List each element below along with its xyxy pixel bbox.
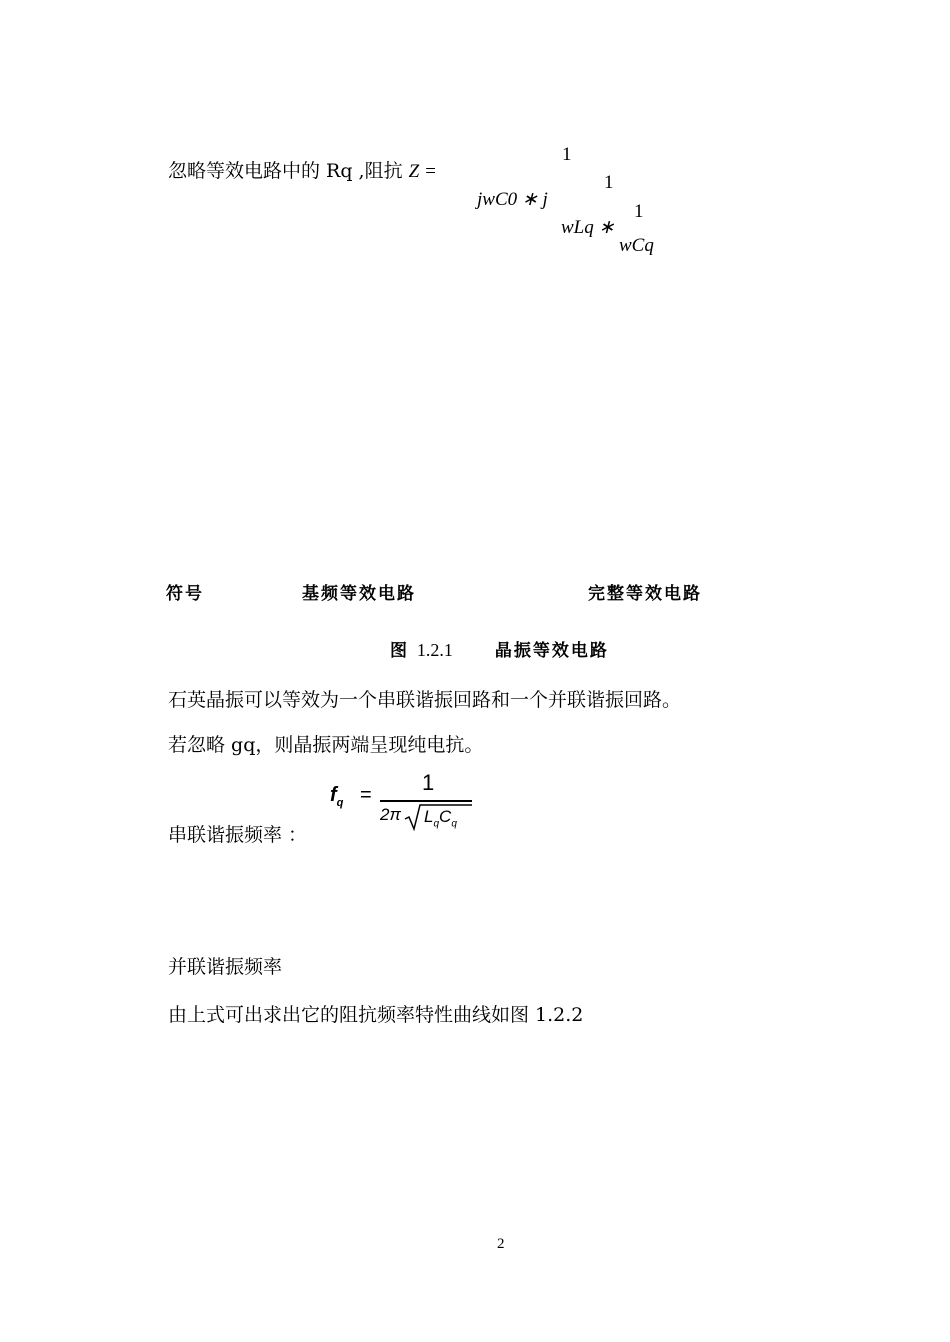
label-basic-circuit: 基频等效电路 [302, 584, 416, 604]
parallel-resonance-label: 并联谐振频率 [168, 956, 283, 978]
fq-fraction-bar [380, 800, 472, 802]
impedance-symbol: Z = [408, 161, 437, 182]
formula-denominator-2: wLq ∗ [561, 217, 615, 238]
paragraph-equivalent: 石英晶振可以等效为一个串联谐振回路和一个并联谐振回路。 [168, 689, 682, 711]
formula-denominator-3: wCq [619, 235, 654, 256]
fq-radicand: $L_qC_q$ [424, 807, 457, 830]
fq-denominator: 2π [380, 805, 401, 824]
paragraph-ignore-gq: 若忽略 gq，则晶振两端呈现纯电抗。 [168, 734, 484, 756]
label-full-circuit: 完整等效电路 [588, 584, 702, 604]
figure-caption [390, 636, 609, 661]
page-number: 2 [497, 1236, 505, 1252]
formula-numerator-3: 1 [634, 201, 644, 222]
figure-caption-prefix: 图 [390, 641, 409, 661]
fq-numerator: 1 [422, 770, 435, 795]
series-resonance-label: 串联谐振频率 ： [168, 824, 308, 846]
impedance-intro-label: 忽略等效电路中的 Rq ,阻抗 [168, 160, 403, 182]
impedance-intro-text [168, 156, 437, 183]
formula-numerator-2: 1 [604, 172, 614, 193]
fq-equals: = [360, 784, 372, 806]
label-symbol: 符号 [166, 584, 204, 604]
paragraph-curve: 由上式可出求出它的阻抗频率特性曲线如图 1.2.2 [168, 1004, 584, 1026]
figure-caption-number: 1.2.1 [416, 640, 453, 660]
formula-numerator-1: 1 [562, 144, 572, 165]
series-resonance-formula [330, 770, 480, 834]
fq-lhs: $f_q$ [330, 784, 344, 809]
formula-denominator-1: jwC0 ∗ j [477, 189, 548, 210]
figure-caption-title: 晶振等效电路 [494, 641, 609, 661]
